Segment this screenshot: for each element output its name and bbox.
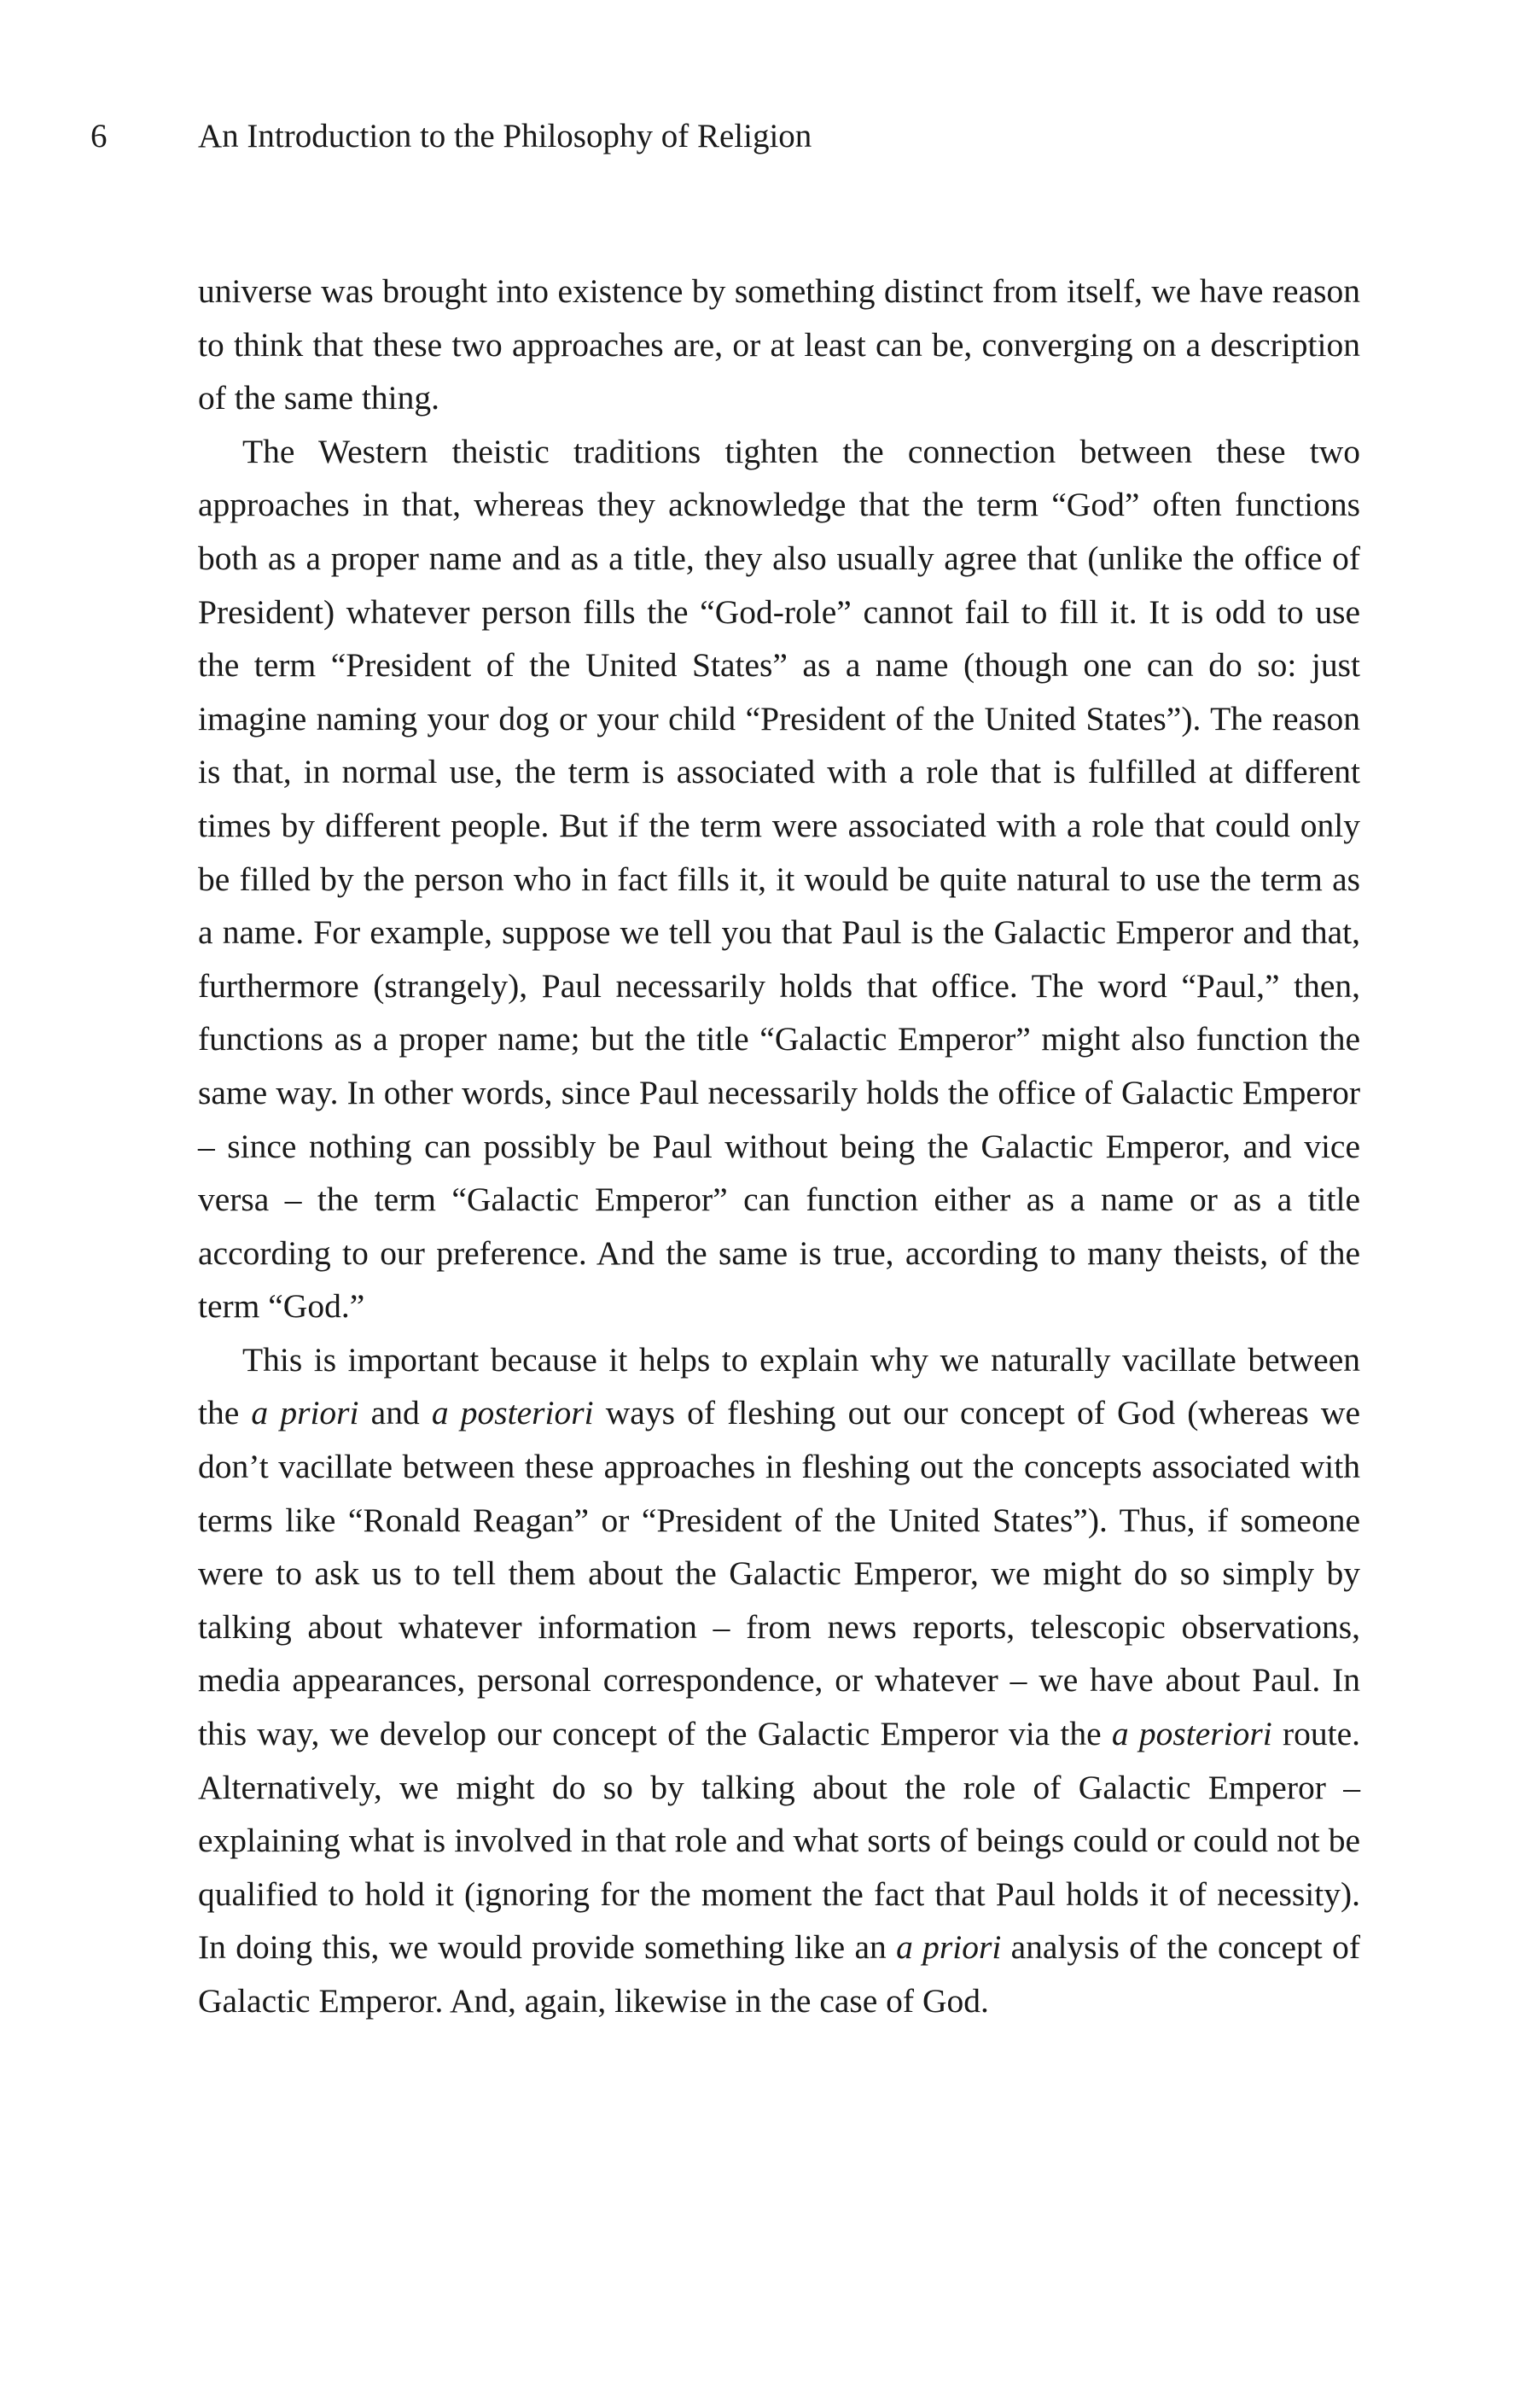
body-text xyxy=(198,265,1360,2028)
text-segment: analysis of the concept of Galactic Emperor. And, again, likewise in the case of God. xyxy=(198,1928,1360,2020)
page-number: 6 xyxy=(90,118,108,155)
italic-term: a posteriori xyxy=(431,1394,594,1432)
paragraph xyxy=(198,1333,1360,2028)
text-segment: and xyxy=(358,1394,432,1432)
running-head xyxy=(90,116,812,157)
text-segment: ways of fleshing out our concept of God (whereas we don’t vacillate between these approaches in fleshing out the concepts associated with terms like “Ronald Reagan” or “President of the United States”). Thus, if someone were to ask us to tell them about the Galactic Emperor, we might do so simply by talking about whatever information – from news reports, telescopic observations, media appearances, personal correspondence, or whatever – we have about Paul. In this way, we develop our concept of the Galactic Emperor via the xyxy=(198,1394,1360,1753)
text-segment: universe was brought into existence by something distinct from itself, we have reason to think that these two approaches are, or at least can be, converging on a description of the same thing. xyxy=(198,272,1360,417)
text-segment: route. Alternatively, we might do so by talking about the role of Galactic Emperor – explaining what is involved in that role and what sorts of beings could or could not be qualified to hold it (ignoring for the moment the fact that Paul holds it of necessity). In doing this, we would provide something like an xyxy=(198,1715,1360,1967)
running-title: An Introduction to the Philosophy of Religion xyxy=(198,118,812,155)
italic-term: a priori xyxy=(251,1394,359,1432)
paragraph xyxy=(198,265,1360,425)
paragraph xyxy=(198,425,1360,1333)
italic-term: a priori xyxy=(896,1928,1002,1967)
text-segment: The Western theistic traditions tighten the connection between these two approaches in that, whereas they acknowledge that the term “God” often functions both as a proper name and as a title, they also usually agree that (unlike the office of President) whatever person fills the “God-role” cannot fail to fill it. It is odd to use the term “President of the United States” as a name (though one can do so: just imagine naming your dog or your child “President of the United States”). The reason is that, in normal use, the term is associated with a role that is fulfilled at different times by different people. But if the term were associated with a role that could only be filled by the person who in fact fills it, it would be quite natural to use the term as a name. For example, suppose we tell you that Paul is the Galactic Emperor and that, furthermore (strangely), Paul necessarily holds that office. The word “Paul,” then, functions as a proper name; but the title “Galactic Emperor” might also function the same way. In other words, since Paul necessarily holds the office of Galactic Emperor – since nothing can possibly be Paul without being the Galactic Emperor, and vice versa – the term “Galactic Emperor” can function either as a name or as a title according to our preference. And the same is true, according to many theists, of the term “God.” xyxy=(198,432,1360,1326)
italic-term: a posteriori xyxy=(1111,1715,1272,1753)
text-segment: This is important because it helps to explain why we naturally vacillate between the xyxy=(198,1340,1360,1432)
